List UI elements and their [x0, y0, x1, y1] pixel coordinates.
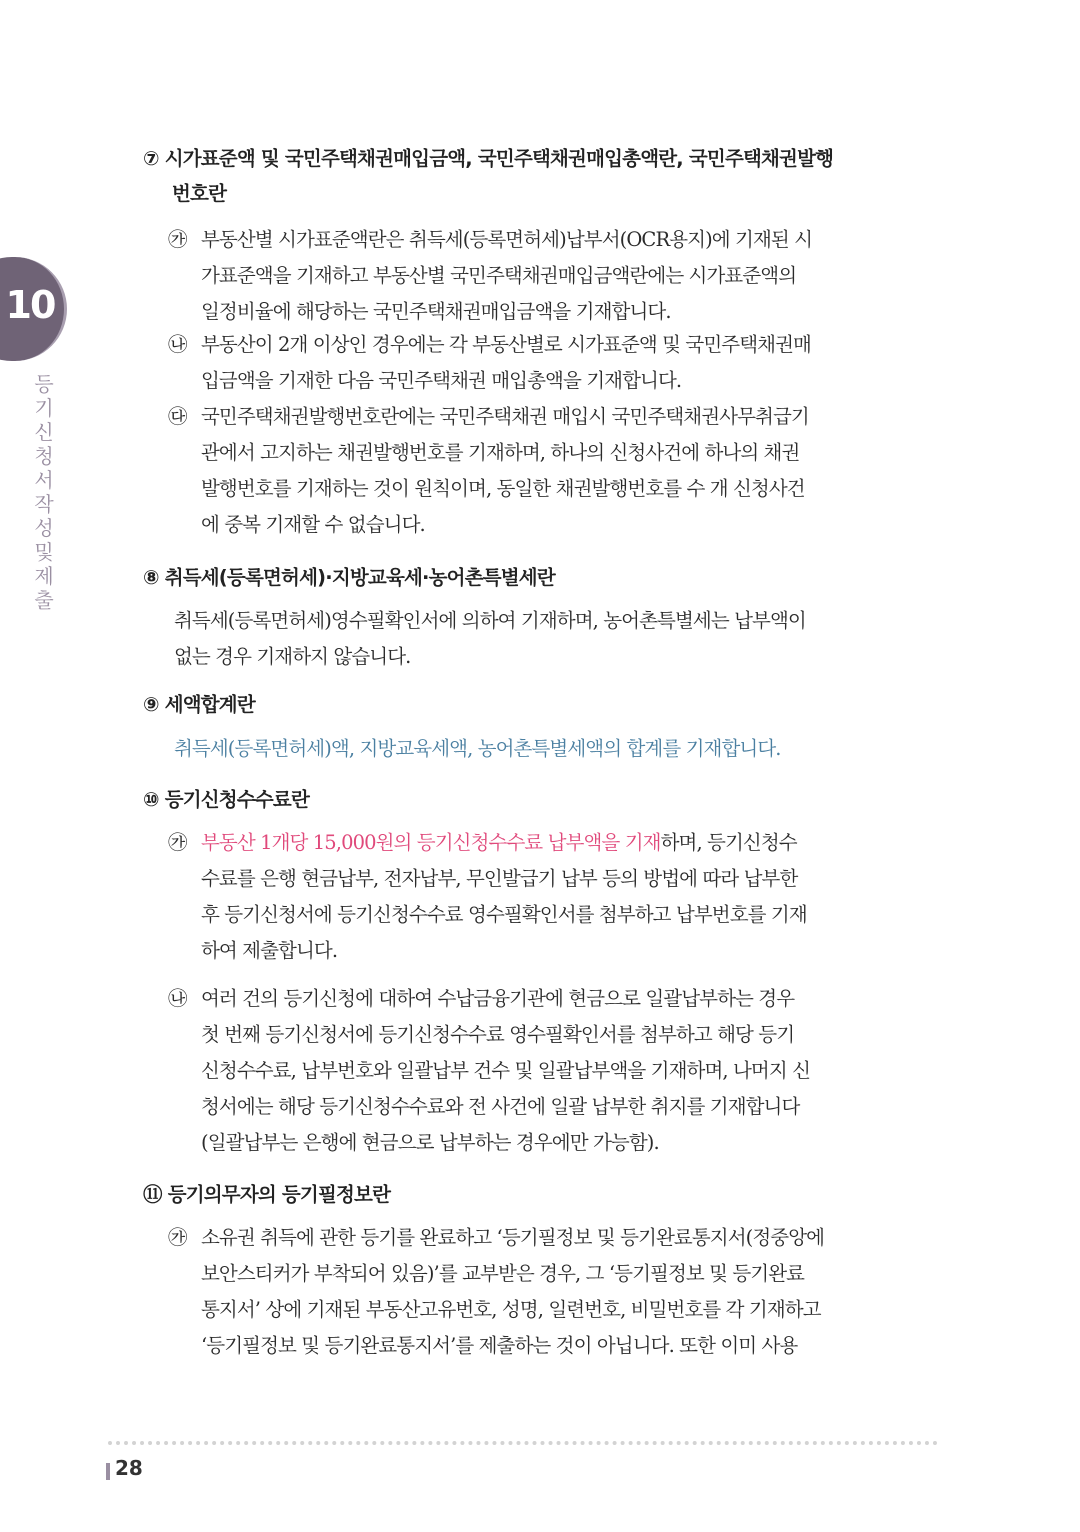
section-7-item-a [168, 222, 941, 330]
text-line: 여러 건의 등기신청에 대하여 수납금융기관에 현금으로 일괄납부하는 경우 [201, 987, 795, 1010]
item-marker: ㉮ [168, 831, 187, 854]
text-line: 소유권 취득에 관한 등기를 완료하고 ‘등기필정보 및 등기완료통지서(정중앙에 [201, 1226, 825, 1249]
section-10-item-a [168, 825, 941, 969]
text-line: 신청수수료, 납부번호와 일괄납부 건수 및 일괄납부액을 기재하며, 나머지 신 [201, 1059, 811, 1082]
section-7-item-c [168, 399, 941, 543]
section-9-body [174, 731, 942, 767]
section-10-item-b [168, 981, 941, 1161]
section-9-heading: ⑨ 세액합계란 [143, 693, 255, 716]
text-line: (일괄납부는 은행에 현금으로 납부하는 경우에만 가능함). [201, 1131, 659, 1154]
text-line: 보안스티커가 부착되어 있음)’를 교부받은 경우, 그 ‘등기필정보 및 등기완료 [201, 1262, 805, 1285]
chapter-number: 10 [5, 283, 55, 327]
chapter-title: 등기신청서 작성 및 제출 [34, 372, 54, 612]
text-line: 첫 번째 등기신청서에 등기신청수수료 영수필확인서를 첨부하고 해당 등기 [201, 1023, 795, 1046]
pink-highlight-text: 부동산 1개당 15,000원의 등기신청수수료 납부액을 기재 [201, 831, 661, 854]
text-line: 국민주택채권발행번호란에는 국민주택채권 매입시 국민주택채권사무취급기 [201, 405, 809, 428]
text-line: 수료를 은행 현금납부, 전자납부, 무인발급기 납부 등의 방법에 따라 납부한 [201, 867, 798, 890]
text-span: 하며, 등기신청수 [660, 831, 797, 854]
text-line: 관에서 고지하는 채권발행번호를 기재하며, 하나의 신청사건에 하나의 채권 [201, 441, 800, 464]
page-number: 28 [115, 1456, 143, 1480]
text-line: 청서에는 해당 등기신청수수료와 전 사건에 일괄 납부한 취지를 기재합니다 [201, 1095, 800, 1118]
text-line: 발행번호를 기재하는 것이 원칙이며, 동일한 채권발행번호를 수 개 신청사건 [201, 477, 805, 500]
item-marker: ㉮ [168, 1226, 187, 1249]
text-line: 부동산별 시가표준액란은 취득세(등록면허세)납부서(OCR용지)에 기재된 시 [201, 228, 813, 251]
page-number-bar [106, 1463, 110, 1480]
text-line: ‘등기필정보 및 등기완료통지서’를 제출하는 것이 아닙니다. 또한 이미 사용 [201, 1334, 798, 1357]
text-line: 취득세(등록면허세)영수필확인서에 의하여 기재하며, 농어촌특별세는 납부액이 [174, 609, 806, 632]
text-line: 없는 경우 기재하지 않습니다. [174, 645, 411, 668]
section-10-heading: ⑩ 등기신청수수료란 [143, 788, 309, 811]
highlighted-text-line: 취득세(등록면허세)액, 지방교육세액, 농어촌특별세액의 합계를 기재합니다. [174, 737, 781, 760]
section-11-item-a [168, 1220, 941, 1364]
text-line: 가표준액을 기재하고 부동산별 국민주택채권매입금액란에는 시가표준액의 [201, 264, 797, 287]
section-8-body [174, 603, 942, 675]
heading-line: ⑦ 시가표준액 및 국민주택채권매입금액, 국민주택채권매입총액란, 국민주택채권발행 [143, 147, 834, 170]
text-line: 일정비율에 해당하는 국민주택채권매입금액을 기재합니다. [201, 300, 671, 323]
text-line: 입금액을 기재한 다음 국민주택채권 매입총액을 기재합니다. [201, 369, 682, 392]
footer-divider [108, 1441, 938, 1445]
text-line: 하여 제출합니다. [201, 939, 338, 962]
text-line: 통지서’ 상에 기재된 부동산고유번호, 성명, 일련번호, 비밀번호를 각 기재하고 [201, 1298, 821, 1321]
section-7-item-b [168, 327, 941, 399]
item-marker: ㉰ [168, 405, 187, 428]
text-line: 후 등기신청서에 등기신청수수료 영수필확인서를 첨부하고 납부번호를 기재 [201, 903, 807, 926]
section-11-heading: ⑪ 등기의무자의 등기필정보란 [143, 1183, 391, 1206]
item-marker: ㉯ [168, 333, 187, 356]
item-marker: ㉯ [168, 987, 187, 1010]
section-7-heading [143, 141, 943, 211]
text-line: 부동산이 2개 이상인 경우에는 각 부동산별로 시가표준액 및 국민주택채권매 [201, 333, 811, 356]
heading-line: 번호란 [172, 182, 227, 205]
section-8-heading: ⑧ 취득세(등록면허세)·지방교육세·농어촌특별세란 [143, 566, 555, 589]
item-marker: ㉮ [168, 228, 187, 251]
text-line: 에 중복 기재할 수 없습니다. [201, 513, 425, 536]
text-line [168, 825, 941, 861]
